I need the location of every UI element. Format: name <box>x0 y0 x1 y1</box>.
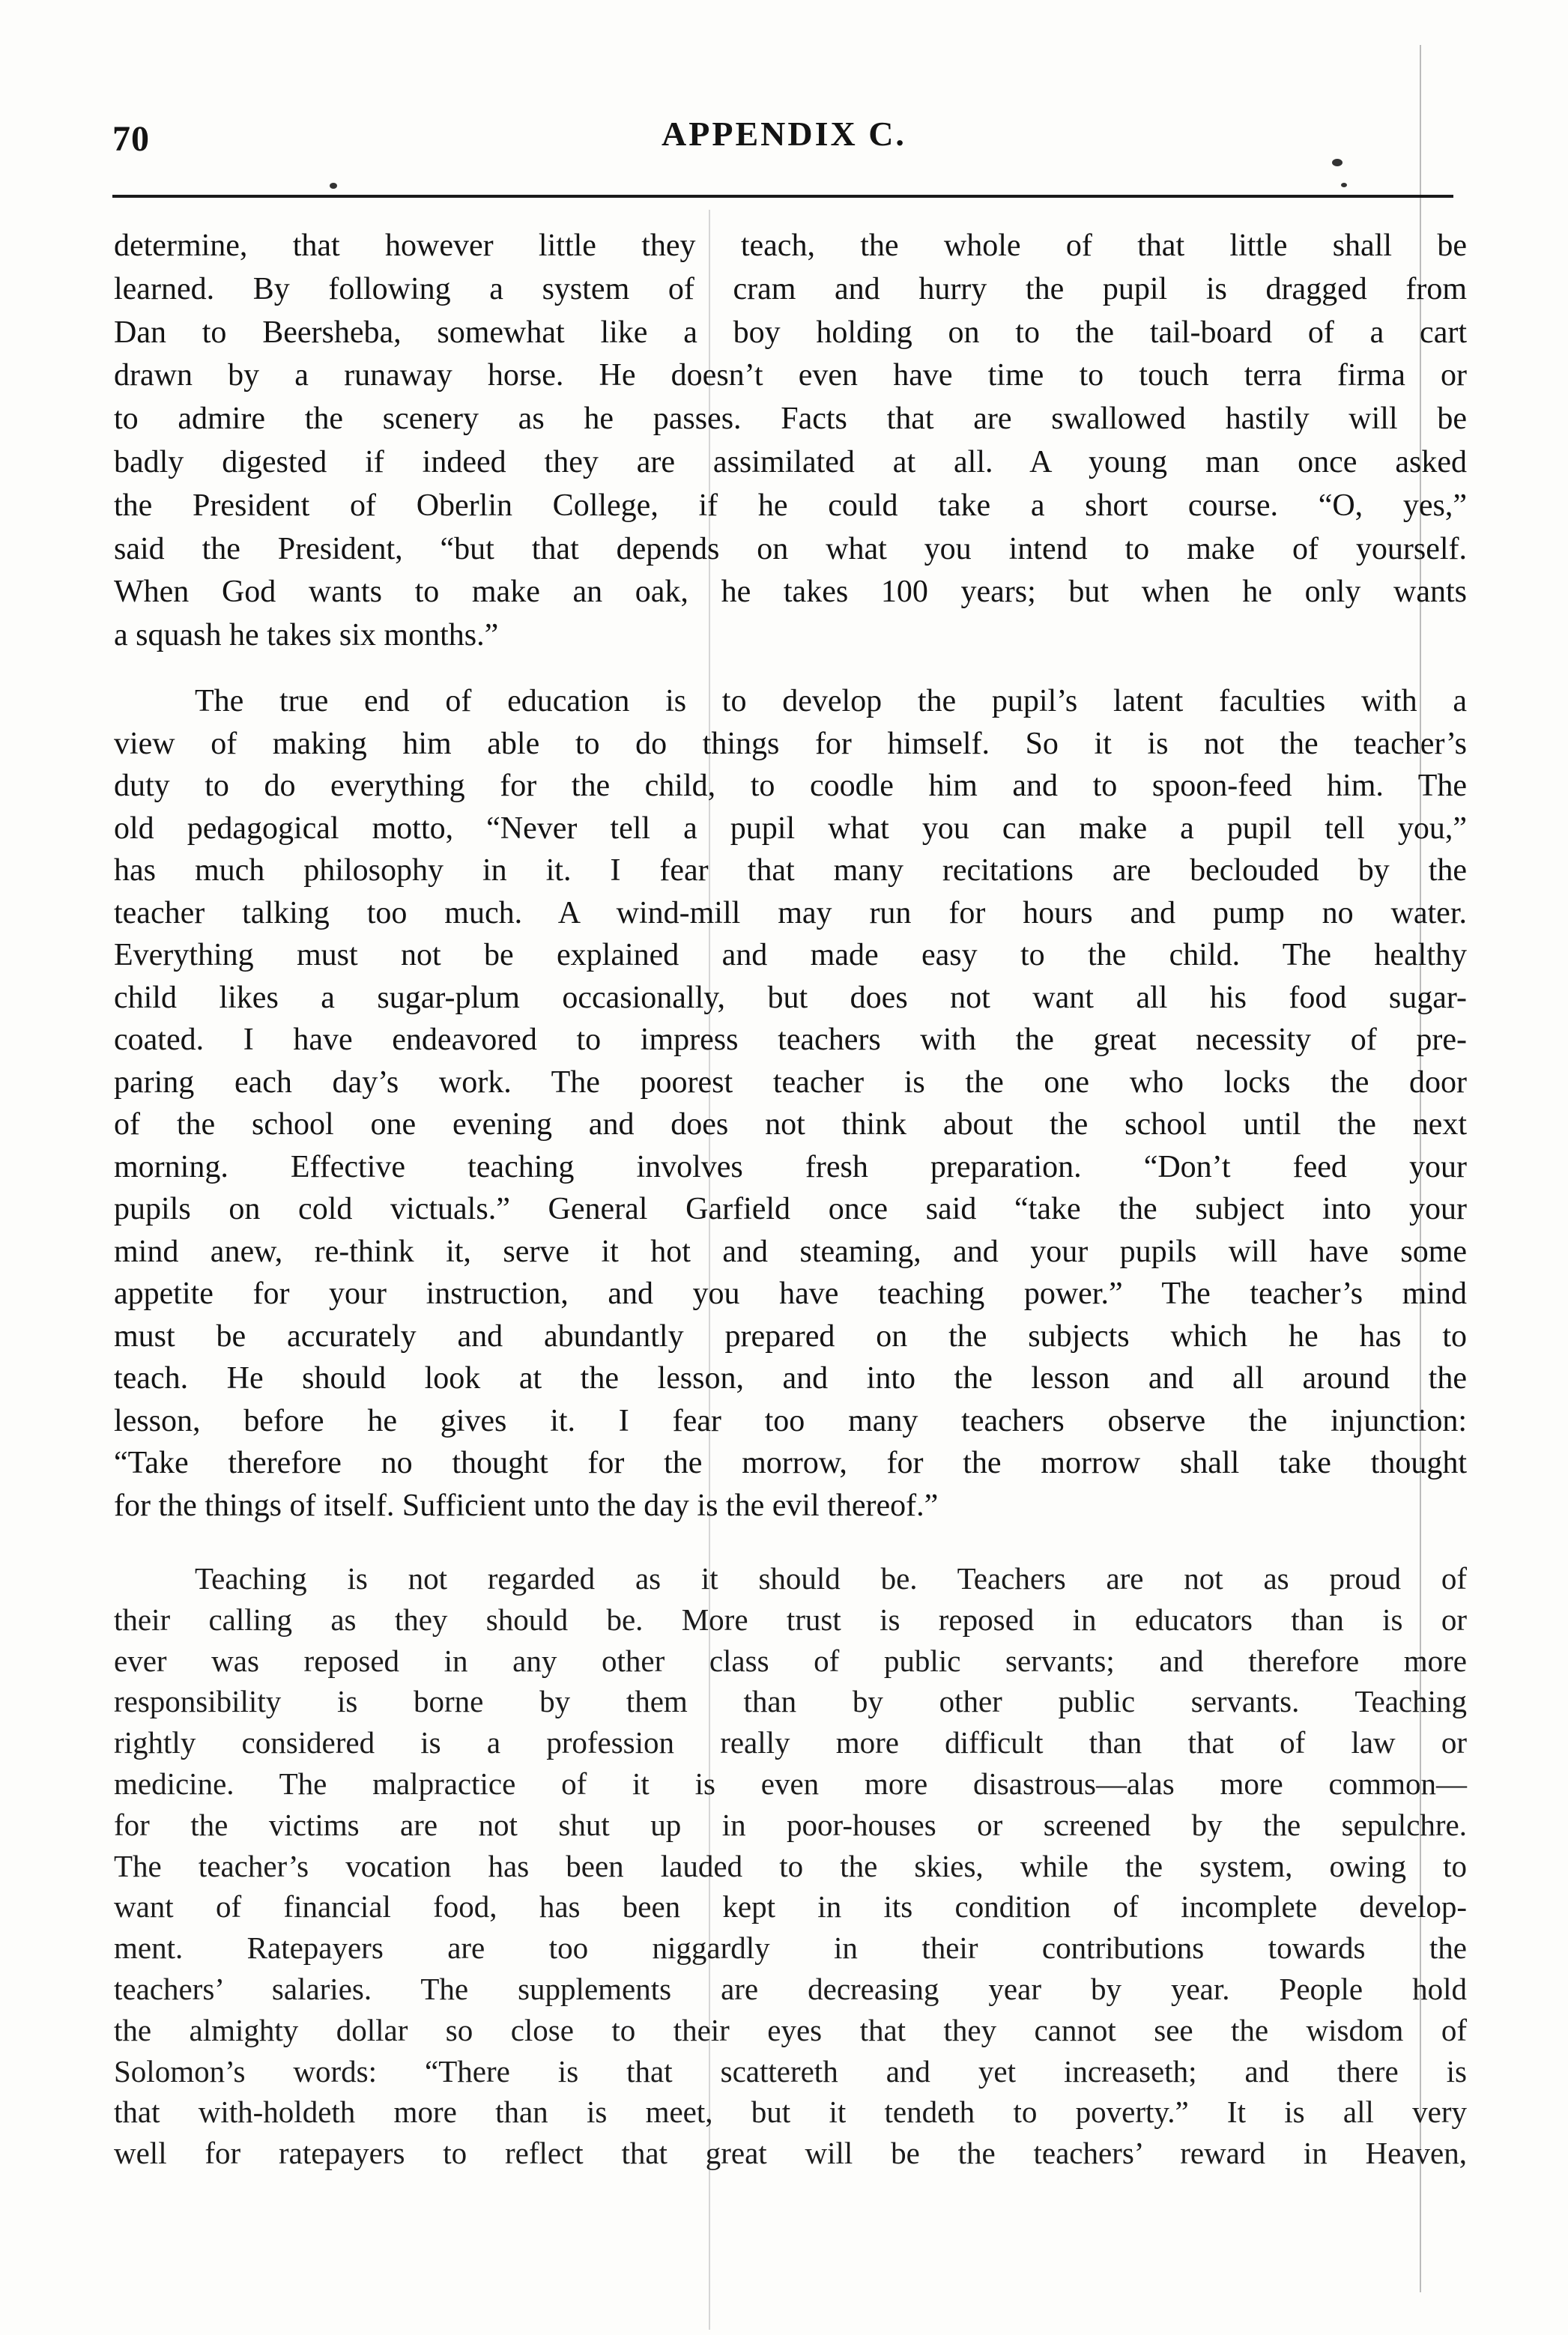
ink-speck <box>1341 183 1347 187</box>
text-line: teachers’ salaries. The supplements are decreasing year by year. People hold <box>114 1971 1467 2006</box>
text-line: “Take therefore no thought for the morrow, for the morrow shall take thought <box>114 1446 1467 1480</box>
running-title: APPENDIX C. <box>662 115 906 153</box>
text-line: Solomon’s words: “There is that scattereth and yet increaseth; and there is <box>114 2053 1467 2089</box>
paragraph <box>114 1558 1467 2174</box>
text-line: a squash he takes six months.” <box>114 618 499 653</box>
text-line: The true end of education is to develop the pupil’s latent faculties with a <box>195 684 1467 718</box>
text-line: badly digested if indeed they are assimilated at all. A young man once asked <box>114 444 1467 479</box>
text-line: the almighty dollar so close to their eyes that they cannot see the wisdom of <box>114 2012 1467 2047</box>
text-line: that with-holdeth more than is meet, but it tendeth to poverty.” It is all very <box>114 2095 1467 2130</box>
text-line: Everything must not be explained and made easy to the child. The healthy <box>114 938 1467 972</box>
text-line: lesson, before he gives it. I fear too many teachers observe the injunction: <box>114 1403 1467 1438</box>
text-line: the President of Oberlin College, if he could take a short course. “O, yes,” <box>114 488 1467 523</box>
ink-speck <box>1332 159 1343 166</box>
text-line: appetite for your instruction, and you have teaching power.” The teacher’s mind <box>114 1276 1467 1311</box>
header-rule <box>112 195 1453 198</box>
text-line: Dan to Beersheba, somewhat like a boy holding on to the tail-board of a cart <box>114 315 1467 350</box>
text-line: pupils on cold victuals.” General Garfield once said “take the subject into your <box>114 1192 1467 1226</box>
text-line: coated. I have endeavored to impress teachers with the great necessity of pre- <box>114 1023 1467 1057</box>
text-line: When God wants to make an oak, he takes 100 years; but when he only wants <box>114 575 1467 610</box>
text-line: determine, that however little they teach, the whole of that little shall be <box>114 228 1467 263</box>
page-number: 70 <box>112 119 150 159</box>
paragraph <box>114 680 1467 1527</box>
text-line: ment. Ratepayers are too niggardly in their contributions towards the <box>114 1930 1467 1966</box>
text-line: to admire the scenery as he passes. Facts that are swallowed hastily will be <box>114 402 1467 437</box>
text-line: drawn by a runaway horse. He doesn’t even have time to touch terra firma or <box>114 358 1467 393</box>
text-line: old pedagogical motto, “Never tell a pupil what you can make a pupil tell you,” <box>114 811 1467 846</box>
text-line: for the victims are not shut up in poor-houses or screened by the sepulchre. <box>114 1807 1467 1842</box>
text-line: morning. Effective teaching involves fresh preparation. “Don’t feed your <box>114 1149 1467 1184</box>
text-line: learned. By following a system of cram and hurry the pupil is dragged from <box>114 271 1467 306</box>
text-line: well for ratepayers to reflect that great will be the teachers’ reward in Heaven, <box>114 2136 1467 2171</box>
text-line: duty to do everything for the child, to coodle him and to spoon-feed him. The <box>114 769 1467 803</box>
text-line: The teacher’s vocation has been lauded to the skies, while the system, owing to <box>114 1848 1467 1883</box>
text-line: medicine. The malpractice of it is even more disastrous—alas more common— <box>114 1766 1467 1801</box>
text-line: view of making him able to do things for himself. So it is not the teacher’s <box>114 726 1467 761</box>
text-line: of the school one evening and does not think about the school until the next <box>114 1107 1467 1142</box>
paragraph <box>114 225 1467 658</box>
text-line: rightly considered is a profession really more difficult than that of law or <box>114 1725 1467 1760</box>
text-line: must be accurately and abundantly prepared on the subjects which he has to <box>114 1318 1467 1354</box>
text-line: teach. He should look at the lesson, and into the lesson and all around the <box>114 1361 1467 1396</box>
text-line: for the things of itself. Sufficient unto the day is the evil thereof.” <box>114 1488 939 1523</box>
text-line: said the President, “but that depends on what you intend to make of yourself. <box>114 531 1467 566</box>
text-line: teacher talking too much. A wind-mill may run for hours and pump no water. <box>114 895 1467 930</box>
text-line: Teaching is not regarded as it should be. Teachers are not as proud of <box>195 1561 1467 1596</box>
text-line: child likes a sugar-plum occasionally, but does not want all his food sugar- <box>114 980 1467 1015</box>
text-line: mind anew, re-think it, serve it hot and steaming, and your pupils will have some <box>114 1234 1467 1269</box>
ink-speck <box>330 183 337 189</box>
text-line: their calling as they should be. More trust is reposed in educators than is or <box>114 1602 1467 1637</box>
text-line: ever was reposed in any other class of public servants; and therefore more <box>114 1643 1467 1678</box>
text-line: responsibility is borne by them than by other public servants. Teaching <box>114 1684 1467 1719</box>
text-line: has much philosophy in it. I fear that many recitations are beclouded by the <box>114 853 1467 888</box>
text-line: want of financial food, has been kept in its condition of incomplete develop- <box>114 1889 1467 1924</box>
text-line: paring each day’s work. The poorest teacher is the one who locks the door <box>114 1064 1467 1100</box>
